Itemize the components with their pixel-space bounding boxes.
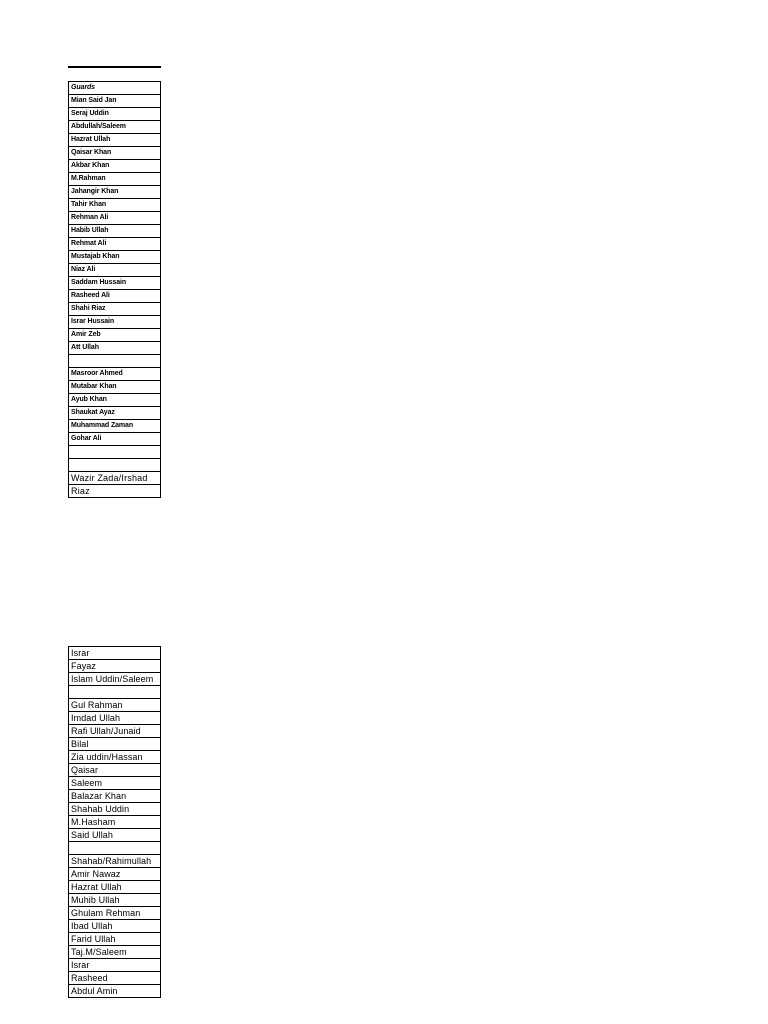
table-row	[69, 381, 161, 394]
table-row	[69, 660, 161, 673]
table-cell: Shahab Uddin	[69, 803, 161, 816]
table-cell: Bilal	[69, 738, 161, 751]
table-cell: Jahangir Khan	[69, 186, 161, 199]
table-row	[69, 264, 161, 277]
table-cell: Amir Nawaz	[69, 868, 161, 881]
table-row	[69, 394, 161, 407]
table-row	[69, 972, 161, 985]
table-row	[69, 725, 161, 738]
table-cell: Farid Ullah	[69, 933, 161, 946]
empty-cell	[69, 842, 161, 855]
table-row	[69, 894, 161, 907]
table-row	[69, 686, 161, 699]
table-row	[69, 95, 161, 108]
table-row	[69, 946, 161, 959]
table-row	[69, 186, 161, 199]
table-row	[69, 212, 161, 225]
table-cell: Rehmat Ali	[69, 238, 161, 251]
table-row	[69, 842, 161, 855]
table-cell: Ayub Khan	[69, 394, 161, 407]
table-row	[69, 147, 161, 160]
table-cell: M.Rahman	[69, 173, 161, 186]
table-row	[69, 225, 161, 238]
table-row	[69, 459, 161, 472]
table-cell: Gul Rahman	[69, 699, 161, 712]
table-cell: Riaz	[69, 485, 161, 498]
table-row	[69, 355, 161, 368]
table-cell: Rasheed Ali	[69, 290, 161, 303]
table-row	[69, 290, 161, 303]
table-row	[69, 277, 161, 290]
table-row	[69, 485, 161, 498]
table-row	[69, 790, 161, 803]
names-table-2	[68, 646, 161, 998]
table-cell: Tahir Khan	[69, 199, 161, 212]
table-cell: Mustajab Khan	[69, 251, 161, 264]
table-row	[69, 985, 161, 998]
table-row	[69, 238, 161, 251]
table-cell: Att Ullah	[69, 342, 161, 355]
guards-header-cell: Guards	[69, 82, 161, 95]
table-row	[69, 816, 161, 829]
table-row	[69, 829, 161, 842]
table-cell: Fayaz	[69, 660, 161, 673]
table-cell: Hazrat Ullah	[69, 134, 161, 147]
table-cell: Saleem	[69, 777, 161, 790]
table-row	[69, 121, 161, 134]
table-row	[69, 777, 161, 790]
table-row	[69, 673, 161, 686]
table-row	[69, 647, 161, 660]
table-cell: Mian Said Jan	[69, 95, 161, 108]
table-cell: Habib Ullah	[69, 225, 161, 238]
table-cell: Islam Uddin/Saleem	[69, 673, 161, 686]
table-row	[69, 881, 161, 894]
table-header-row	[69, 82, 161, 95]
table-row	[69, 368, 161, 381]
table-cell: Saddam Hussain	[69, 277, 161, 290]
table-row	[69, 712, 161, 725]
empty-cell	[69, 459, 161, 472]
table-cell: Imdad Ullah	[69, 712, 161, 725]
table-row	[69, 420, 161, 433]
table-cell: Abdul Amin	[69, 985, 161, 998]
table-cell: Israr	[69, 959, 161, 972]
table-row	[69, 472, 161, 485]
table-row	[69, 433, 161, 446]
table-cell: Mutabar Khan	[69, 381, 161, 394]
table-cell: Balazar Khan	[69, 790, 161, 803]
table-cell: Rehman Ali	[69, 212, 161, 225]
table-cell: Seraj Uddin	[69, 108, 161, 121]
empty-cell	[69, 355, 161, 368]
table-row	[69, 342, 161, 355]
table-row	[69, 134, 161, 147]
table-cell: Said Ullah	[69, 829, 161, 842]
table-cell: Muhib Ullah	[69, 894, 161, 907]
table-cell: Masroor Ahmed	[69, 368, 161, 381]
table-row	[69, 173, 161, 186]
table-cell: Ghulam Rehman	[69, 907, 161, 920]
empty-cell	[69, 446, 161, 459]
table-row	[69, 868, 161, 881]
table-row	[69, 108, 161, 121]
table-row	[69, 407, 161, 420]
empty-cell	[69, 686, 161, 699]
table-cell: M.Hasham	[69, 816, 161, 829]
table-cell: Wazir Zada/Irshad	[69, 472, 161, 485]
table-cell: Ibad Ullah	[69, 920, 161, 933]
table-cell: Hazrat Ullah	[69, 881, 161, 894]
table-cell: Akbar Khan	[69, 160, 161, 173]
top-border-line	[68, 66, 161, 68]
table-cell: Qaisar	[69, 764, 161, 777]
table-cell: Taj.M/Saleem	[69, 946, 161, 959]
table-row	[69, 920, 161, 933]
table-cell: Israr Hussain	[69, 316, 161, 329]
table-row	[69, 933, 161, 946]
table-cell: Qaisar Khan	[69, 147, 161, 160]
table-cell: Israr	[69, 647, 161, 660]
table-cell: Amir Zeb	[69, 329, 161, 342]
table-row	[69, 959, 161, 972]
table-row	[69, 803, 161, 816]
table-cell: Shaukat Ayaz	[69, 407, 161, 420]
table-cell: Muhammad Zaman	[69, 420, 161, 433]
table-cell: Gohar Ali	[69, 433, 161, 446]
table-row	[69, 738, 161, 751]
table-row	[69, 199, 161, 212]
table-cell: Abdullah/Saleem	[69, 121, 161, 134]
table-cell: Rasheed	[69, 972, 161, 985]
table-cell: Zia uddin/Hassan	[69, 751, 161, 764]
table-cell: Shahi Riaz	[69, 303, 161, 316]
table-row	[69, 160, 161, 173]
table-row	[69, 329, 161, 342]
table-row	[69, 764, 161, 777]
table-row	[69, 251, 161, 264]
table-cell: Shahab/Rahimullah	[69, 855, 161, 868]
table-cell: Niaz Ali	[69, 264, 161, 277]
guards-table	[68, 81, 161, 498]
table-cell: Rafi Ullah/Junaid	[69, 725, 161, 738]
table-row	[69, 699, 161, 712]
table-row	[69, 751, 161, 764]
table-row	[69, 907, 161, 920]
table-row	[69, 446, 161, 459]
table-row	[69, 316, 161, 329]
table-row	[69, 303, 161, 316]
table-row	[69, 855, 161, 868]
